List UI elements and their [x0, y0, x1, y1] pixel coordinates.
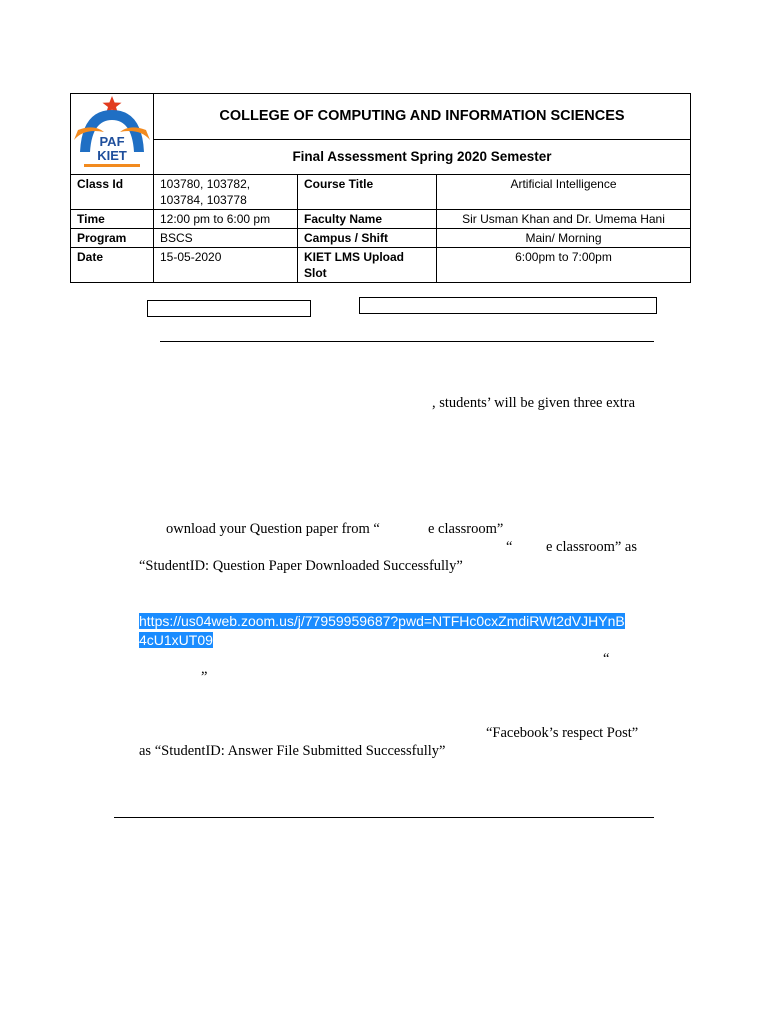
date-value: 15-05-2020 [154, 248, 298, 283]
zoom-link-line-1[interactable]: https://us04web.zoom.us/j/77959959687?pwd=NTFHc0cxZmdiRWt2dVJHYnB [139, 613, 625, 629]
answer-submitted-text: as “StudentID: Answer File Submitted Successfully” [139, 743, 446, 759]
svg-text:PAF: PAF [99, 134, 125, 149]
class-id-value: 103780, 103782, 103784, 103778 [154, 175, 298, 210]
student-id-box [359, 297, 657, 314]
divider-line-bottom [114, 817, 654, 818]
upload-slot-value: 6:00pm to 7:00pm [437, 248, 691, 283]
campus-value: Main/ Morning [437, 229, 691, 248]
extra-time-text: , students’ will be given three extra [432, 395, 636, 411]
zoom-meeting-link[interactable] [139, 612, 649, 650]
campus-label: Campus / Shift [298, 229, 437, 248]
student-name-box [147, 300, 311, 317]
upload-slot-label: KIET LMS Upload Slot [298, 248, 437, 283]
quote-open-1: “ [506, 539, 513, 555]
faculty-value: Sir Usman Khan and Dr. Umema Hani [437, 210, 691, 229]
paf-kiet-logo [72, 94, 152, 170]
zoom-link-line-2[interactable]: 4cU1xUT09 [139, 632, 213, 648]
program-value: BSCS [154, 229, 298, 248]
divider-line-top [160, 341, 654, 342]
logo-cell [71, 94, 154, 175]
time-label: Time [71, 210, 154, 229]
question-downloaded-text: “StudentID: Question Paper Downloaded Successfully” [139, 558, 463, 574]
quote-open-2: “ [603, 651, 610, 667]
download-instruction-text: ownload your Question paper from “ [166, 521, 380, 537]
header-table [70, 93, 691, 283]
course-title-value: Artificial Intelligence [437, 175, 691, 210]
svg-text:KIET: KIET [97, 148, 127, 163]
course-title-label: Course Title [298, 175, 437, 210]
college-title: COLLEGE OF COMPUTING AND INFORMATION SCIENCES [154, 94, 691, 140]
time-value: 12:00 pm to 6:00 pm [154, 210, 298, 229]
facebook-post-text: “Facebook’s respect Post” [486, 725, 639, 741]
program-label: Program [71, 229, 154, 248]
class-id-label: Class Id [71, 175, 154, 210]
date-label: Date [71, 248, 154, 283]
classroom-text-2: e classroom” as [546, 539, 637, 555]
assessment-title: Final Assessment Spring 2020 Semester [154, 139, 691, 174]
faculty-label: Faculty Name [298, 210, 437, 229]
quote-close-2: ” [201, 669, 208, 685]
classroom-text-1: e classroom” [428, 521, 504, 537]
